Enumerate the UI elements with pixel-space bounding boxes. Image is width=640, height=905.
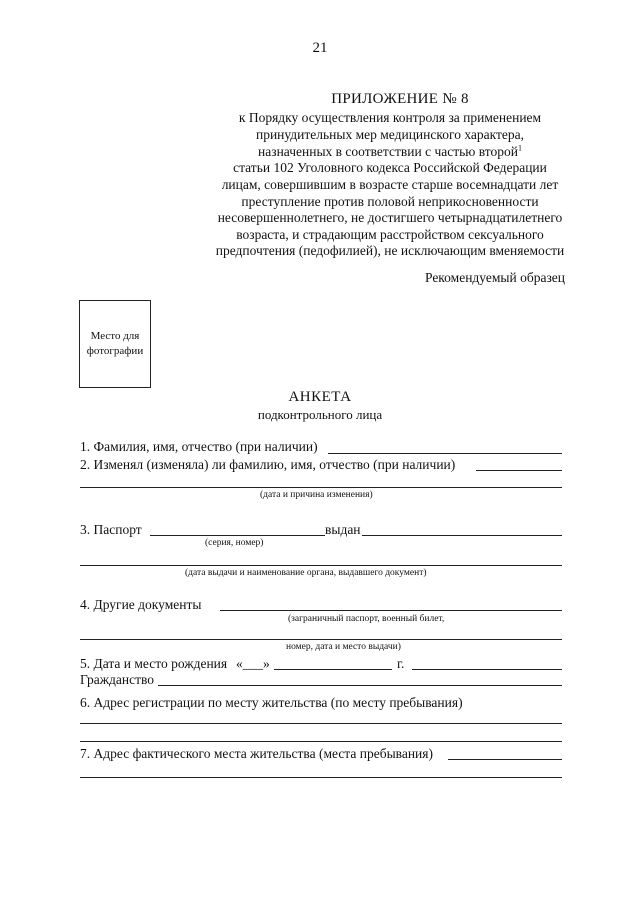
photo-placeholder-label: Место для фотографии xyxy=(86,330,144,357)
name-change-hint: (дата и причина изменения) xyxy=(260,490,373,500)
registration-address-field-2[interactable] xyxy=(80,741,562,742)
appendix-line: предпочтения (педофилией), не исключающим вменяемости xyxy=(215,243,565,258)
birth-year-suffix: г. xyxy=(397,656,405,671)
form-title: АНКЕТА xyxy=(288,389,352,405)
question-full-name: 1. Фамилия, имя, отчество (при наличии) xyxy=(80,439,318,454)
question-registration-address: 6. Адрес регистрации по месту жительства (по месту пребывания) xyxy=(80,695,463,710)
citizenship-field[interactable] xyxy=(158,685,562,686)
passport-issue-details-field[interactable] xyxy=(80,565,562,566)
actual-address-field[interactable] xyxy=(448,759,562,760)
question-birth: 5. Дата и место рождения xyxy=(80,656,228,671)
passport-issued-label: выдан xyxy=(325,522,361,537)
question-passport: 3. Паспорт xyxy=(80,522,142,537)
name-change-details-field[interactable] xyxy=(80,487,562,488)
other-documents-field[interactable] xyxy=(220,610,562,611)
appendix-line: к Порядку осуществления контроля за применением xyxy=(238,110,542,125)
name-change-field[interactable] xyxy=(476,470,562,471)
photo-placeholder xyxy=(79,300,151,388)
registration-address-field-1[interactable] xyxy=(80,723,562,724)
passport-issued-by-field[interactable] xyxy=(362,535,562,536)
appendix-line: несовершеннолетнего, не достигшего четырнадцатилетнего xyxy=(217,210,563,225)
birth-place-field[interactable] xyxy=(412,669,562,670)
citizenship-label: Гражданство xyxy=(80,672,155,687)
appendix-line: возраста, и страдающим расстройством сексуального xyxy=(236,227,544,242)
other-documents-details-field[interactable] xyxy=(80,639,562,640)
passport-series-number-field[interactable] xyxy=(150,535,325,536)
question-other-documents: 4. Другие документы xyxy=(80,597,202,612)
page-number: 21 xyxy=(312,40,328,56)
passport-series-hint: (серия, номер) xyxy=(205,538,264,548)
appendix-title: ПРИЛОЖЕНИЕ № 8 xyxy=(331,91,469,107)
passport-issue-hint: (дата выдачи и наименование органа, выдавшего документ) xyxy=(185,568,427,578)
form-subtitle: подконтрольного лица xyxy=(257,407,383,422)
appendix-line: преступление против половой неприкосновенности xyxy=(241,194,539,209)
appendix-line: статьи 102 Уголовного кодекса Российской Федерации xyxy=(233,160,547,175)
other-documents-hint: (заграничный паспорт, военный билет, xyxy=(288,614,445,624)
birth-day-field[interactable]: «___» xyxy=(236,656,270,671)
actual-address-field-2[interactable] xyxy=(80,777,562,778)
appendix-line: назначенных в соответствии с частью второй xyxy=(258,144,518,159)
recommended-sample-label: Рекомендуемый образец xyxy=(424,270,565,285)
appendix-line-with-footnote xyxy=(200,144,580,160)
appendix-line: принудительных мер медицинского характера, xyxy=(255,127,525,142)
appendix-line: лицам, совершившим в возрасте старше восемнадцати лет xyxy=(221,177,559,192)
question-name-change: 2. Изменял (изменяла) ли фамилию, имя, отчество (при наличии) xyxy=(80,457,456,472)
birth-month-year-field[interactable] xyxy=(274,669,392,670)
full-name-field[interactable] xyxy=(328,453,562,454)
other-documents-hint-2: номер, дата и место выдачи) xyxy=(286,642,401,652)
question-actual-address: 7. Адрес фактического места жительства (места пребывания) xyxy=(80,746,433,761)
footnote-mark: 1 xyxy=(517,143,522,153)
